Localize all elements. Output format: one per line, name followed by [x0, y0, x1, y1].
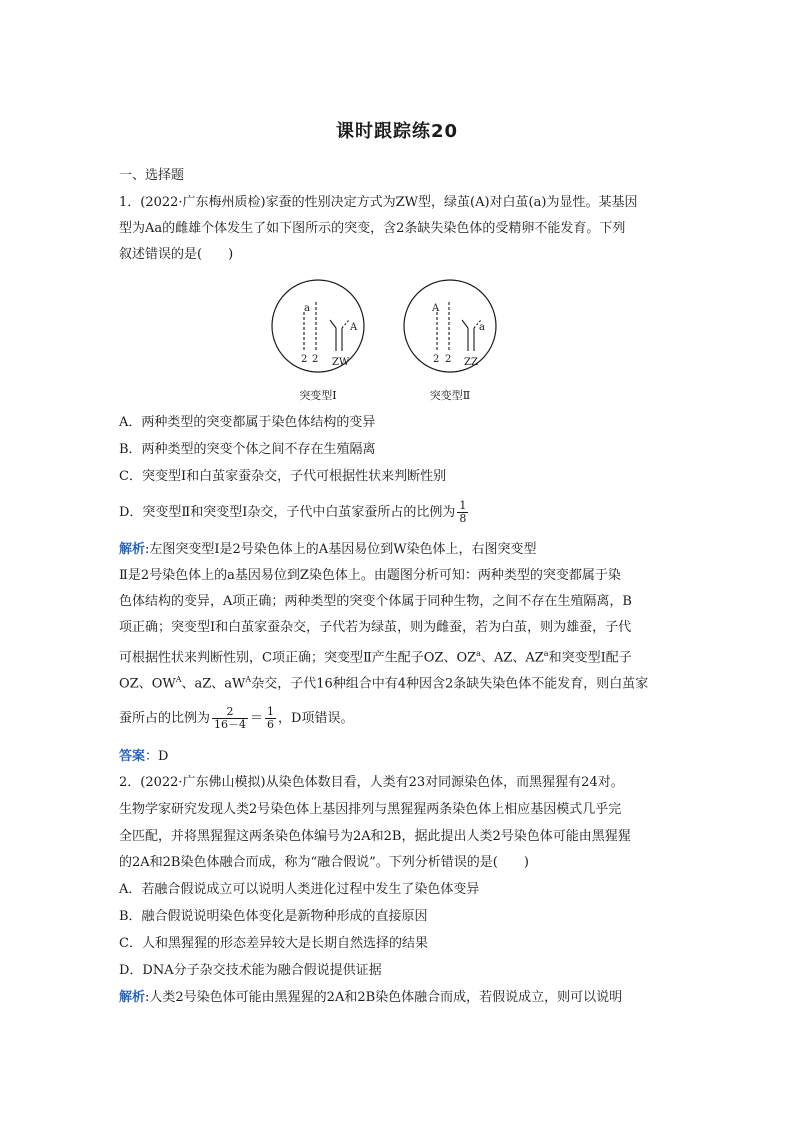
q1-analysis-line-6: OZ、$OW^A$、aZ、$aW^A$杂交，子代16种组合中有4种因含2条缺失染色体不能发育，则白茧家	[119, 675, 649, 692]
c2-sex-label: ZZ	[464, 357, 478, 368]
c1-sex-label: ZW	[332, 357, 350, 368]
page-title: 课时跟踪练20	[335, 121, 459, 142]
q2-option-c: C．人和黑猩猩的形态差异较大是长期自然选择的结果	[119, 936, 428, 951]
c2-num-left: 2	[433, 354, 440, 365]
q1-option-a: A．两种类型的突变都属于染色体结构的变异	[119, 415, 376, 430]
q1-stem-line-1: 1．(2022·广东梅州质检)家蚕的性别决定方式为ZW型，绿茧(A)对白茧(a)为显性。某基因	[119, 195, 638, 210]
c1-gene-a-label: a	[304, 303, 310, 314]
q1-option-d	[119, 500, 679, 525]
c1-num-left: 2	[301, 354, 308, 365]
q2-stem-line-2: 生物学家研究发现人类2号染色体上基因排列与黑猩猩两条染色体上相应基因模式几乎完	[119, 802, 622, 817]
q1-stem-line-2: 型为Aa的雌雄个体发生了如下图所示的突变，含2条缺失染色体的受精卵不能发育。下列	[119, 221, 626, 236]
q1-analysis-line-1: 解析:左图突变型Ⅰ是2号染色体上的A基因易位到W染色体上，右图突变型	[119, 542, 537, 557]
mutation-type-2-label: 突变型Ⅱ	[429, 389, 471, 402]
q2-stem-line-3: 全匹配，并将黑猩猩这两条染色体编号为2A和2B，据此提出人类2号染色体可能由黑猩猩	[119, 829, 631, 844]
c2-gene-a-label: a	[479, 322, 485, 333]
q1-option-c: C．突变型Ⅰ和白茧家蚕杂交，子代可根据性状来判断性别	[119, 469, 447, 484]
fraction-two-over-twelve: $\frac{2}{16-4}$	[214, 705, 247, 731]
c2-num-right: 2	[445, 354, 452, 365]
mutation-type-1-label: 突变型Ⅰ	[299, 389, 337, 402]
analysis-label: 解析	[119, 542, 146, 557]
q2-analysis-line-1: 解析:人类2号染色体可能由黑猩猩的2A和2B染色体融合而成，若假说成立，则可以说明	[119, 990, 623, 1005]
q1-option-b: B．两种类型的突变个体之间不存在生殖隔离	[119, 442, 376, 457]
q1-answer	[119, 747, 679, 767]
fraction-one-sixth: $\frac{1}{6}$	[267, 705, 275, 731]
q2-stem-line-1: 2．(2022·广东佛山模拟)从染色体数目看，人类有23对同源染色体，而黑猩猩有24对。	[119, 775, 624, 790]
answer-value: ：D	[145, 749, 169, 764]
chromosome-mutation-figure	[270, 278, 520, 408]
c1-num-right: 2	[312, 354, 319, 365]
q1-analysis-line-7: 蚕所占的比例为 $\frac{2}{16-4}$ ＝ $\frac{1}{6}$ ，D项错误。	[119, 705, 354, 731]
q2-option-a: A．若融合假说成立可以说明人类进化过程中发生了染色体变异	[119, 882, 480, 897]
q1-stem-line-3: 叙述错误的是( )	[119, 247, 234, 262]
q1-option-d-text: D．突变型Ⅱ和突变型Ⅰ杂交，子代中白茧家蚕所占的比例为	[119, 505, 456, 520]
q2-option-b: B．融合假说说明染色体变化是新物种形成的直接原因	[119, 909, 428, 924]
c1-gene-A-label: A	[350, 322, 358, 333]
q1-analysis-line-5: 可根据性状来判断性别，C项正确；突变型Ⅱ产生配子OZ、$OZ^a$、AZ、$AZ^a$和突变型Ⅰ配子	[119, 649, 632, 666]
section-heading: 一、选择题	[119, 168, 185, 183]
q1-analysis-line-2: Ⅱ是2号染色体上的a基因易位到Z染色体上。由题图分析可知：两种类型的突变都属于染	[119, 568, 621, 583]
c2-gene-A-label: A	[432, 303, 440, 314]
fraction-one-eighth: $\frac{1}{8}$	[459, 499, 467, 525]
analysis-label: 解析	[119, 990, 146, 1005]
answer-label: 答案	[119, 749, 146, 764]
q1-analysis-line-3: 色体结构的变异，A项正确；两种类型的突变个体属于同种生物，之间不存在生殖隔离，B	[119, 594, 632, 609]
q2-option-d: D．DNA分子杂交技术能为融合假说提供证据	[119, 963, 382, 978]
q2-stem-line-4: 的2A和2B染色体融合而成，称为“融合假说”。下列分析错误的是( )	[119, 855, 529, 870]
q1-analysis-line-4: 项正确；突变型Ⅰ和白茧家蚕杂交，子代若为绿茧，则为雌蚕，若为白茧，则为雄蚕，子代	[119, 620, 632, 635]
